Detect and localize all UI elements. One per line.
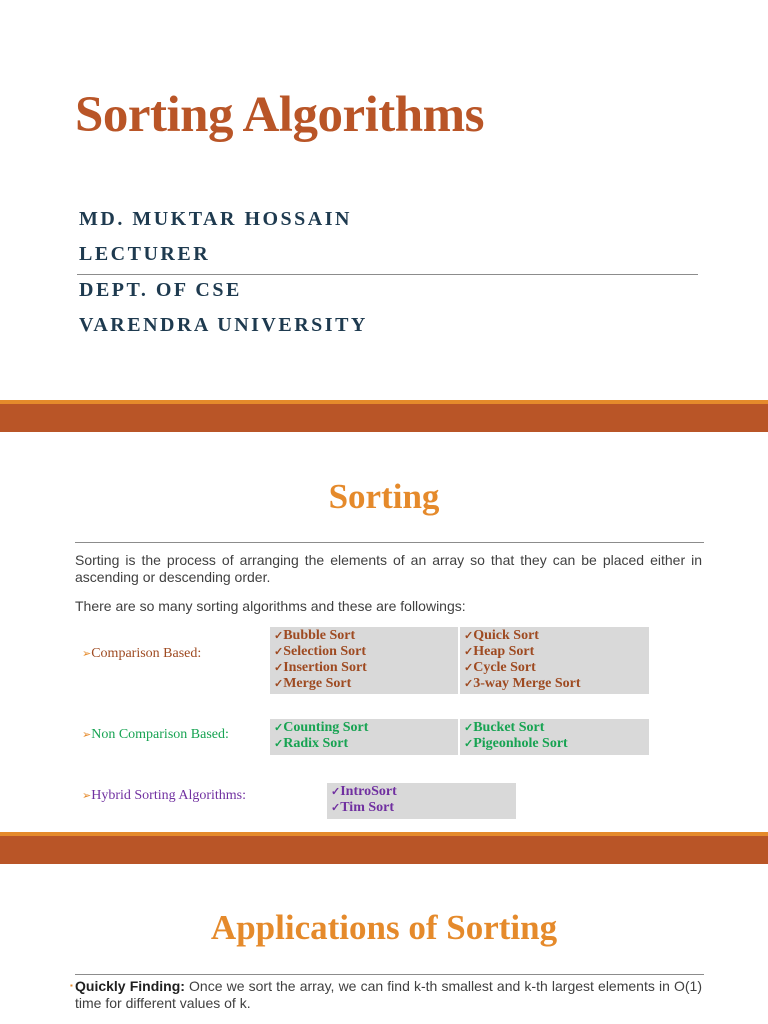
check-icon: ✓ (274, 662, 284, 674)
arrow-bullet-icon: ➢ (82, 648, 92, 660)
applications-slide (0, 864, 768, 1024)
check-icon: ✓ (464, 646, 474, 658)
arrow-bullet-icon: ➢ (82, 729, 92, 741)
non-comparison-based-label (82, 727, 229, 743)
square-bullet-icon: ▪ (70, 981, 73, 990)
check-icon: ✓ (274, 722, 284, 734)
check-icon: ✓ (331, 802, 341, 814)
list-item: ✓Tim Sort (331, 800, 395, 815)
list-item: ✓Merge Sort (274, 676, 352, 691)
check-icon: ✓ (464, 722, 474, 734)
category-colon: : (197, 646, 202, 661)
category-label-text: Hybrid Sorting Algorithms (91, 788, 243, 803)
list-item: ✓Cycle Sort (464, 660, 536, 675)
presentation-title: Sorting Algorithms (75, 87, 484, 143)
list-item: ✓IntroSort (331, 784, 397, 799)
applications-title-divider (75, 974, 704, 975)
list-item: ✓Quick Sort (464, 628, 539, 643)
comparison-based-label (82, 646, 201, 662)
list-item: ✓3-way Merge Sort (464, 676, 581, 691)
list-item: ✓Radix Sort (274, 736, 349, 751)
applications-slide-title: Applications of Sorting (210, 908, 558, 947)
author-name: MD. MUKTAR HOSSAIN (79, 208, 352, 230)
list-item: ✓Bubble Sort (274, 628, 356, 643)
title-slide (0, 0, 768, 400)
check-icon: ✓ (274, 738, 284, 750)
application-description: Once we sort the array, we can find k-th smallest and k-th largest elements in O(1) time for different values of k. (75, 978, 702, 1011)
list-item: ✓Heap Sort (464, 644, 535, 659)
title-divider-line (77, 274, 698, 275)
arrow-bullet-icon: ➢ (82, 790, 92, 802)
application-heading: Quickly Finding: (75, 978, 185, 994)
category-colon: : (224, 727, 229, 742)
category-colon: : (242, 788, 247, 803)
check-icon: ✓ (464, 662, 474, 674)
comparison-box-col1 (270, 627, 458, 694)
check-icon: ✓ (464, 738, 474, 750)
category-label-text: Comparison Based (91, 646, 198, 661)
sorting-slide (0, 432, 768, 832)
hybrid-sorting-label (82, 788, 246, 804)
list-item: ✓Counting Sort (274, 720, 369, 735)
non-comparison-box-col1 (270, 719, 458, 755)
list-item: ✓Selection Sort (274, 644, 367, 659)
slide-separator-band (0, 400, 768, 432)
check-icon: ✓ (274, 630, 284, 642)
hybrid-box (327, 783, 516, 819)
list-item: ✓Bucket Sort (464, 720, 545, 735)
check-icon: ✓ (464, 678, 474, 690)
check-icon: ✓ (274, 646, 284, 658)
sorting-title-divider (75, 542, 704, 543)
check-icon: ✓ (331, 786, 341, 798)
application-item (75, 978, 702, 1012)
author-university: VARENDRA UNIVERSITY (79, 314, 368, 336)
sorting-definition-paragraph: Sorting is the process of arranging the elements of an array so that they can be placed either in ascending or descending order. (75, 552, 702, 585)
author-position: LECTURER (79, 243, 211, 265)
non-comparison-box-col2 (460, 719, 649, 755)
sorting-intro-paragraph: There are so many sorting algorithms and these are followings: (75, 598, 466, 614)
category-label-text: Non Comparison Based (91, 727, 225, 742)
check-icon: ✓ (464, 630, 474, 642)
sorting-slide-title: Sorting (328, 477, 440, 516)
list-item: ✓Insertion Sort (274, 660, 367, 675)
slide-separator-band (0, 832, 768, 864)
check-icon: ✓ (274, 678, 284, 690)
comparison-box-col2 (460, 627, 649, 694)
list-item: ✓Pigeonhole Sort (464, 736, 568, 751)
author-department: DEPT. OF CSE (79, 279, 242, 301)
